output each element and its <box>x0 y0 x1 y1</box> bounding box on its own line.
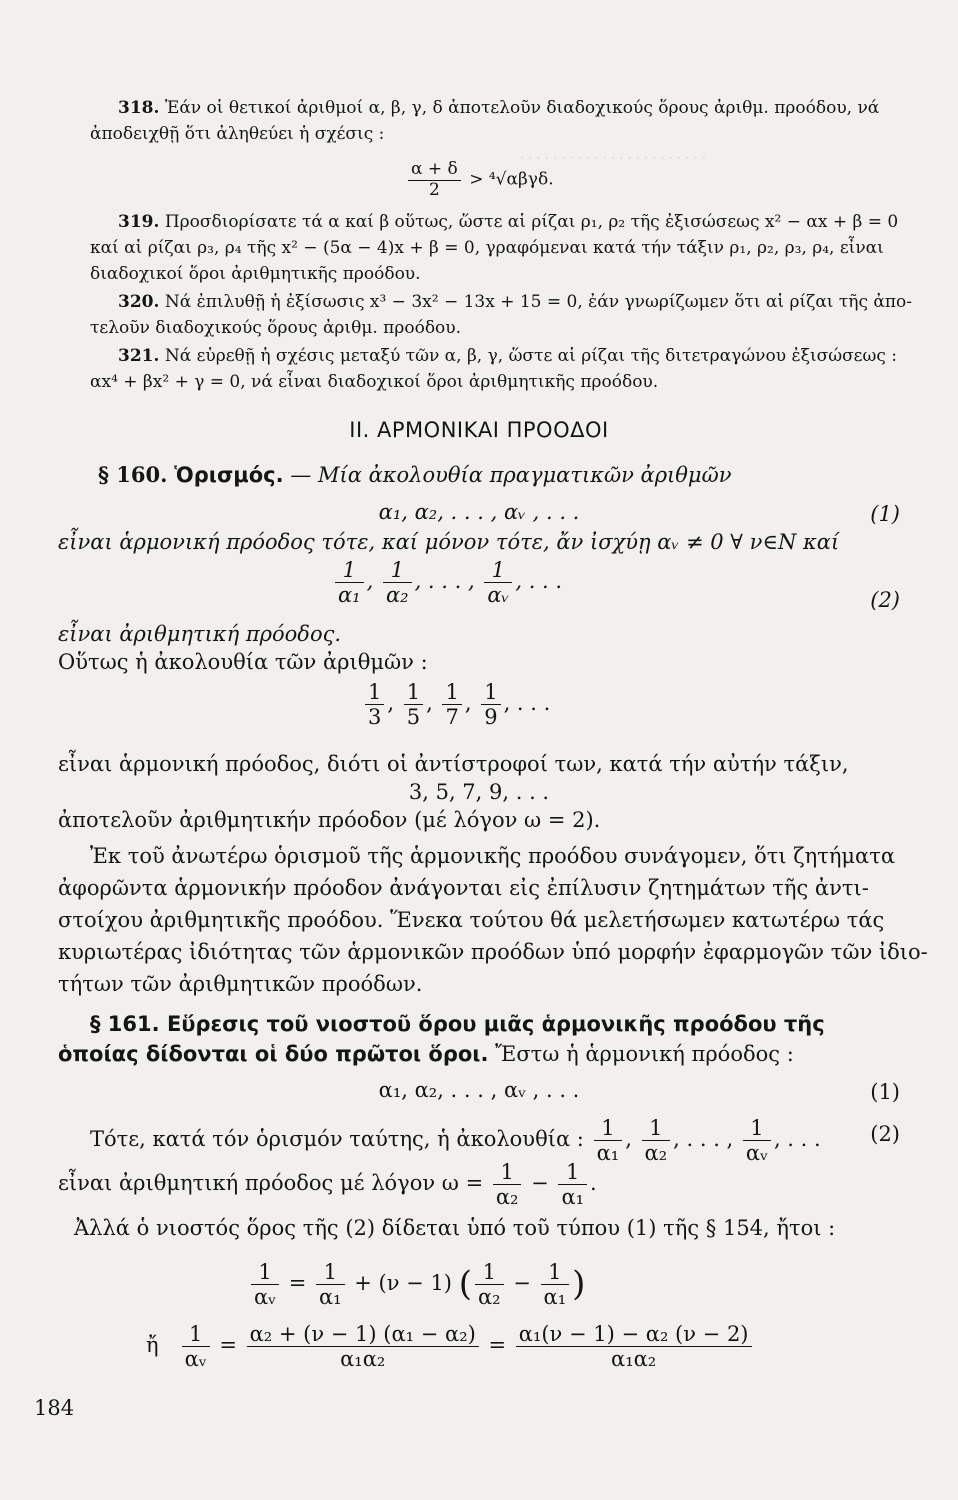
exercise-320 <box>118 290 918 314</box>
paragraph-line-2: ἀφορῶντα ἁρμονικήν πρόοδον ἀνάγονται εἰς ἐπίλυσιν ζητημάτων τῆς ἀντι- <box>58 876 869 900</box>
numerator: 1 <box>365 680 384 705</box>
nth-term-line: Ἀλλά ὁ νιοστός ὅρος τῆς (2) δίδεται ὑπό τοῦ τύπου (1) τῆς § 154, ἤτοι : <box>74 1216 836 1240</box>
numerator: α₁(ν − 1) − α₂ (ν − 2) <box>516 1322 752 1347</box>
example-intro: Οὕτως ἡ ἀκολουθία τῶν ἀριθμῶν : <box>58 650 428 674</box>
denominator: α₁ <box>543 1285 567 1310</box>
relation: > <box>469 169 484 190</box>
fraction <box>594 1116 623 1165</box>
exercise-text: Νά εὑρεθῇ ἡ σχέσις μεταξύ τῶν α, β, γ, ὥστε αἱ ρίζαι τῆς διτετραγώνου ἐξισώσεως : <box>164 346 898 366</box>
section-title: II. ΑΡΜΟΝΙΚΑΙ ΠΡΟΟΔΟΙ <box>349 418 609 442</box>
fraction <box>558 1160 587 1209</box>
section-161-heading <box>90 1010 950 1039</box>
numerator: 1 <box>182 1322 210 1347</box>
section-title: Εὕρεσις τοῦ νιοστοῦ ὅρου μιᾶς ἁρμονικῆς προόδου τῆς <box>166 1012 825 1036</box>
fraction <box>642 1116 671 1165</box>
fraction <box>408 160 461 200</box>
denominator: α₁α₂ <box>340 1347 386 1372</box>
fraction <box>493 1160 522 1209</box>
numerator: 1 <box>594 1116 623 1141</box>
equation-number: (1) <box>870 502 900 526</box>
equation-number: (1) <box>870 1080 900 1104</box>
text: + (ν − 1) <box>354 1271 452 1296</box>
denominator: 3 <box>368 705 382 730</box>
bleed-through-text: · · · · · · · · · · · · · · · · · · · · · · · <box>520 151 706 166</box>
fraction <box>481 680 500 729</box>
fraction <box>475 1260 504 1309</box>
denominator: α₁ <box>596 1141 620 1166</box>
numerator: 1 <box>642 1116 671 1141</box>
fraction <box>442 680 461 729</box>
paragraph-line-4: κυριωτέρας ἰδιότητας τῶν ἁρμονικῶν προόδων ὑπό μορφήν ἐφαρμογῶν τῶν ἰδιο- <box>58 940 928 964</box>
ellipsis: , . . . , <box>673 1127 734 1152</box>
section-mark: § 161. <box>90 1012 160 1036</box>
paragraph-line-1: Ἐκ τοῦ ἀνωτέρω ὁρισμοῦ τῆς ἁρμονικῆς προόδου συνάγομεν, ὅτι ζητήματα <box>90 844 896 868</box>
section-mark: § 160. <box>98 462 168 487</box>
right-paren: ) <box>572 1264 586 1305</box>
numerator: α + δ <box>408 160 461 181</box>
exercise-318-formula <box>405 160 554 200</box>
exercise-text: Προσδιορίσατε τά α καί β οὕτως, ὥστε αἱ ρίζαι ρ₁, ρ₂ τῆς ἐξισώσεως x² − αx + β = 0 <box>164 212 899 232</box>
equation-number: (2) <box>870 588 900 612</box>
exercise-318-line2: ἀποδειχθῇ ὅτι ἀληθεύει ἡ σχέσις : <box>90 124 385 144</box>
definition-line: εἶναι ἁρμονική πρόοδος τότε, καί μόνον τότε, ἄν ἰσχύῃ αᵥ ≠ 0 ∀ ν∈N καί <box>58 530 840 554</box>
exercise-319 <box>118 210 938 234</box>
text: Τότε, κατά τόν ὁρισμόν ταύτης, ἡ ἀκολουθία : <box>90 1127 584 1152</box>
denominator: 5 <box>406 705 421 730</box>
fraction <box>404 680 423 729</box>
denominator: 2 <box>428 179 440 200</box>
section-title: Ὁρισμός. <box>174 463 284 487</box>
denominator: 9 <box>484 705 498 730</box>
arithmetic-line: εἶναι ἀριθμητική πρόοδος. <box>58 622 342 646</box>
odd-sequence: 3, 5, 7, 9, . . . <box>408 780 550 804</box>
harmonic-line: εἶναι ἁρμονική πρόοδος, διότι οἱ ἀντίστροφοί των, κατά τήν αὐτήν τάξιν, <box>58 752 849 776</box>
exercise-319-line3: διαδοχικοί ὅροι ἀριθμητικῆς προόδου. <box>90 264 421 284</box>
numerator: 1 <box>481 680 500 705</box>
exercise-text: Ἐάν οἱ θετικοί ἀριθμοί α, β, γ, δ ἀποτελοῦν διαδοχικούς ὅρους ἀριθμ. προόδου, νά <box>164 98 880 118</box>
denominator: αᵥ <box>745 1141 768 1166</box>
denominator: α₂ <box>495 1185 519 1210</box>
section-intro: Ἔστω ἡ ἁρμονική πρόοδος : <box>495 1042 794 1066</box>
numerator: 1 <box>442 680 461 705</box>
fraction <box>251 1260 279 1309</box>
denominator: α₁ <box>318 1285 342 1310</box>
example-sequence: $\frac{1}{3}$ , $\frac{1}{5}$ , $\frac{1}{7}$ , $\frac{1}{9}$ , . . . <box>362 680 550 729</box>
exercise-318 <box>118 96 918 120</box>
section-intro: — Μία ἀκολουθία πραγματικῶν ἀριθμῶν <box>290 463 732 487</box>
formation-line: ἀποτελοῦν ἀριθμητικήν πρόοδον (μέ λόγον ω = 2). <box>58 808 601 832</box>
denominator: α₂ <box>477 1285 501 1310</box>
denominator: αᵥ <box>487 583 510 608</box>
text: εἶναι ἀριθμητική πρόοδος μέ λόγον ω = <box>58 1171 484 1196</box>
numerator: α₂ + (ν − 1) (α₁ − α₂) <box>247 1322 479 1347</box>
paragraph-line-3: στοίχου ἀριθμητικῆς προόδου. Ἕνεκα τούτου θά μελετήσωμεν κατωτέρω τάς <box>58 908 885 932</box>
fraction <box>516 1322 752 1371</box>
denominator: α₁ <box>338 583 361 608</box>
root-expression: ⁴√αβγδ. <box>488 169 554 190</box>
fraction <box>316 1260 345 1309</box>
ellipsis: , . . . <box>503 691 551 716</box>
numerator: 1 <box>316 1260 345 1285</box>
denominator: α₁ <box>561 1185 585 1210</box>
denominator: α₂ <box>385 583 409 608</box>
ellipsis: , . . . <box>515 569 563 594</box>
fraction <box>335 558 364 607</box>
exercise-number: 319. <box>118 212 160 232</box>
numerator: 1 <box>404 680 423 705</box>
reciprocal-sequence: $\frac{1}{\text{α₁}}$ , $\frac{1}{\text{α₂}}$ , . . . , $\frac{1}{\text{αᵥ}}$ , . . . <box>332 558 562 607</box>
ratio-line: εἶναι ἀριθμητική πρόοδος μέ λόγον ω = $\frac{1}{\text{α₂}}$ − $\frac{1}{\text{α₁}}$ . <box>58 1160 597 1210</box>
paragraph-line-5: τήτων τῶν ἀριθμητικῶν προόδων. <box>58 972 423 996</box>
section-161-heading-line2 <box>58 1040 938 1069</box>
numerator: 1 <box>541 1260 570 1285</box>
denominator: αᵥ <box>254 1285 277 1310</box>
exercise-320-line2: τελοῦν διαδοχικούς ὅρους ἀριθμ. προόδου. <box>90 318 462 338</box>
exercise-321 <box>118 344 918 368</box>
left-paren: ( <box>458 1264 472 1305</box>
section-160-heading <box>98 460 918 490</box>
sequence-definition: α₁, α₂, . . . , αᵥ , . . . <box>378 500 580 524</box>
exercise-number: 320. <box>118 292 160 312</box>
nth-term-formula-expanded: ἤ $\frac{1}{\text{αᵥ}}$ = $\frac{\text{α₂ + (ν − 1) (α₁ − α₂)}}{\text{α₁α₂}}$ = $\frac{\text{α₁(ν − 1) − α₂ (ν − 2)}}{\text{α₁α₂}}$ <box>146 1322 755 1371</box>
or-word: ἤ <box>146 1333 159 1358</box>
exercise-319-line2: καί αἱ ρίζαι ρ₃, ρ₄ τῆς x² − (5α − 4)x + β = 0, γραφόμεναι κατά τήν τάξιν ρ₁, ρ₂, ρ₃, ρ₄, εἶναι <box>90 238 884 258</box>
fraction <box>383 558 412 607</box>
ellipsis: , . . . , <box>414 569 475 594</box>
exercise-321-line2: αx⁴ + βx² + γ = 0, νά εἶναι διαδοχικοί ὅροι ἀριθμητικῆς προόδου. <box>90 372 659 392</box>
numerator: 1 <box>335 558 364 583</box>
numerator: 1 <box>743 1116 771 1141</box>
fraction <box>247 1322 479 1371</box>
numerator: 1 <box>484 558 512 583</box>
exercise-number: 321. <box>118 346 160 366</box>
equation-number: (2) <box>870 1122 900 1146</box>
page-number: 184 <box>34 1396 75 1420</box>
denominator: αᵥ <box>184 1347 207 1372</box>
exercise-text: Νά ἐπιλυθῇ ἡ ἐξίσωσις x³ − 3x² − 13x + 15 = 0, ἐάν γνωρίζωμεν ὅτι αἱ ρίζαι τῆς ἀπο- <box>164 292 913 312</box>
fraction <box>541 1260 570 1309</box>
denominator: α₁α₂ <box>611 1347 657 1372</box>
denominator: α₂ <box>644 1141 668 1166</box>
fraction <box>182 1322 210 1371</box>
fraction <box>484 558 512 607</box>
ellipsis: , . . . <box>773 1127 821 1152</box>
section-title: ὁποίας δίδονται οἱ δύο πρῶτοι ὅροι. <box>58 1042 489 1066</box>
fraction <box>365 680 384 729</box>
exercise-number: 318. <box>118 98 160 118</box>
denominator: 7 <box>445 705 459 730</box>
fraction <box>743 1116 771 1165</box>
numerator: 1 <box>251 1260 279 1285</box>
nth-term-formula: $\frac{1}{\text{αᵥ}}$ = $\frac{1}{\text{α₁}}$ + (ν − 1) ( $\frac{1}{\text{α₂}}$ − $\frac{1}{\text{α₁}}$ ) <box>248 1260 585 1309</box>
numerator: 1 <box>493 1160 522 1185</box>
harmonic-sequence: α₁, α₂, . . . , αᵥ , . . . <box>378 1078 580 1102</box>
numerator: 1 <box>383 558 412 583</box>
definition-line: Τότε, κατά τόν ὁρισμόν ταύτης, ἡ ἀκολουθία : $\frac{1}{\text{α₁}}$ , $\frac{1}{\text{α₂}}$ , . . . , $\frac{1}{\text{αᵥ}}$ , . . . <box>90 1116 821 1166</box>
numerator: 1 <box>558 1160 587 1185</box>
numerator: 1 <box>475 1260 504 1285</box>
